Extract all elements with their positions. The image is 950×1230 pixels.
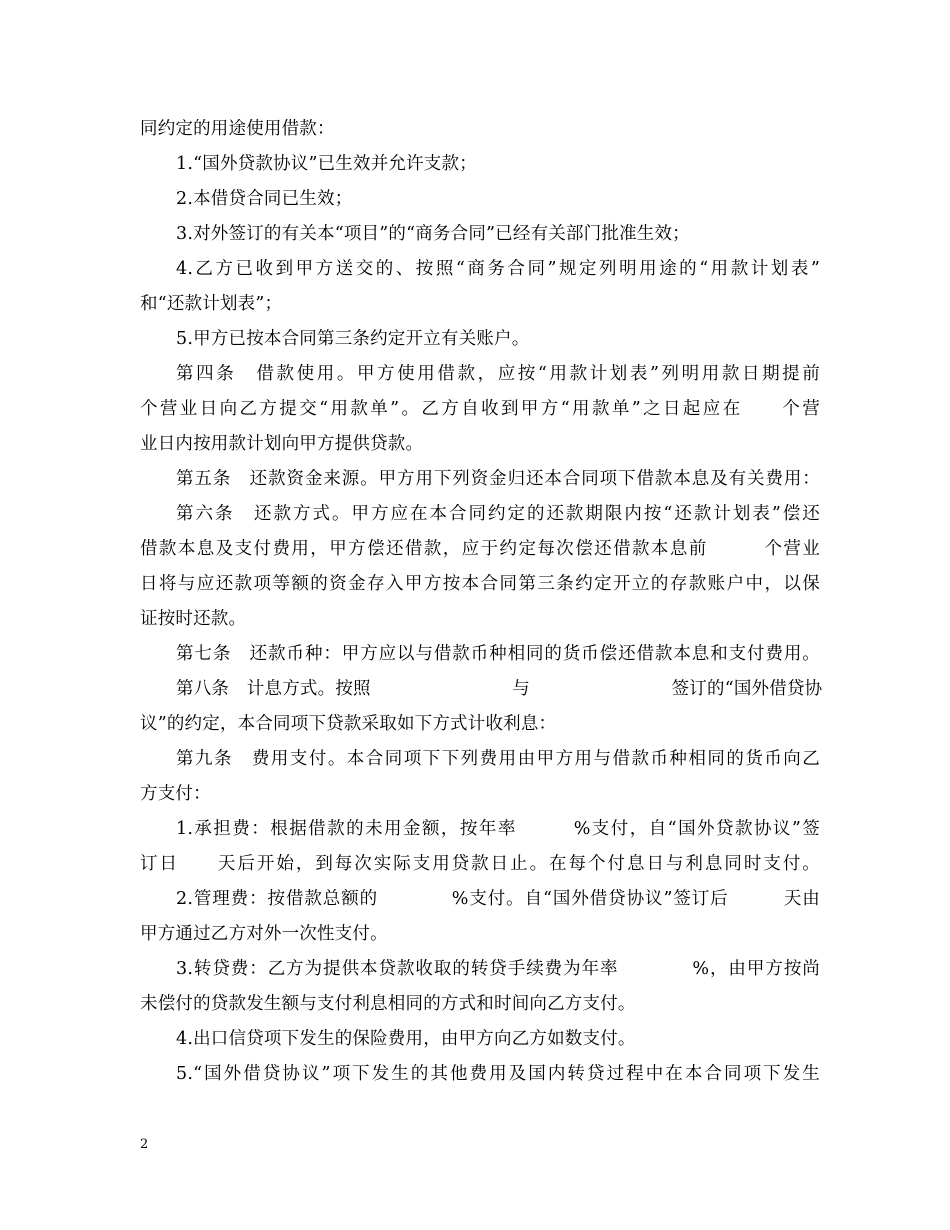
text-line: 日将与应还款项等额的资金存入甲方按本合同第三条约定开立的存款账户中，以保 (140, 574, 820, 594)
text-line: 第八条 计息方式。按照 与 签订的“国外借贷协 (176, 679, 823, 699)
text-line: 2.本借贷合同已生效； (176, 189, 353, 209)
text-line: 个营业日向乙方提交“用款单”。乙方自收到甲方“用款单”之日起应在 个营 (140, 399, 820, 419)
text-line: 证按时还款。 (140, 609, 247, 629)
page-number: 2 (140, 1137, 149, 1152)
text-line: 业日内按用款计划向甲方提供贷款。 (140, 434, 424, 454)
text-line: 3.转贷费：乙方为提供本贷款收取的转贷手续费为年率 %，由甲方按尚 (176, 959, 820, 979)
text-line: 5.甲方已按本合同第三条约定开立有关账户。 (176, 329, 530, 349)
text-line: 2.管理费：按借款总额的 %支付。自“国外借贷协议”签订后 天由 (176, 889, 820, 909)
text-line: 订日 天后开始，到每次实际支用贷款日止。在每个付息日与利息同时支付。 (140, 854, 820, 874)
text-line: 和“还款计划表”； (140, 294, 283, 314)
text-line: 方支付： (140, 784, 211, 804)
text-line: 1.承担费：根据借款的未用金额，按年率 %支付，自“国外贷款协议”签 (176, 819, 820, 839)
text-line: 第九条 费用支付。本合同项下下列费用由甲方用与借款币种相同的货币向乙 (176, 749, 820, 769)
text-line: 甲方通过乙方对外一次性支付。 (140, 924, 388, 944)
text-line: 第四条 借款使用。甲方使用借款，应按“用款计划表”列明用款日期提前 (176, 364, 820, 384)
text-line: 第六条 还款方式。甲方应在本合同约定的还款期限内按“还款计划表”偿还 (176, 504, 820, 524)
text-line: 第七条 还款币种：甲方应以与借款币种相同的货币偿还借款本息和支付费用。 (176, 644, 820, 664)
text-line: 4.乙方已收到甲方送交的、按照“商务合同”规定列明用途的“用款计划表” (176, 259, 820, 279)
text-line: 3.对外签订的有关本“项目”的“商务合同”已经有关部门批准生效； (176, 224, 690, 244)
text-line: 4.出口信贷项下发生的保险费用，由甲方向乙方如数支付。 (176, 1029, 636, 1049)
text-line: 1.“国外贷款协议”已生效并允许支款； (176, 154, 477, 174)
text-line: 借款本息及支付费用，甲方偿还借款，应于约定每次偿还借款本息前 个营业 (140, 539, 820, 559)
text-line: 5.“国外借贷协议”项下发生的其他费用及国内转贷过程中在本合同项下发生 (176, 1064, 820, 1084)
text-line: 议”的约定，本合同项下贷款采取如下方式计收利息： (140, 714, 557, 734)
text-line: 第五条 还款资金来源。甲方用下列资金归还本合同项下借款本息及有关费用： (176, 469, 820, 489)
text-line: 未偿付的贷款发生额与支付利息相同的方式和时间向乙方支付。 (140, 994, 636, 1014)
text-line: 同约定的用途使用借款： (140, 119, 335, 139)
